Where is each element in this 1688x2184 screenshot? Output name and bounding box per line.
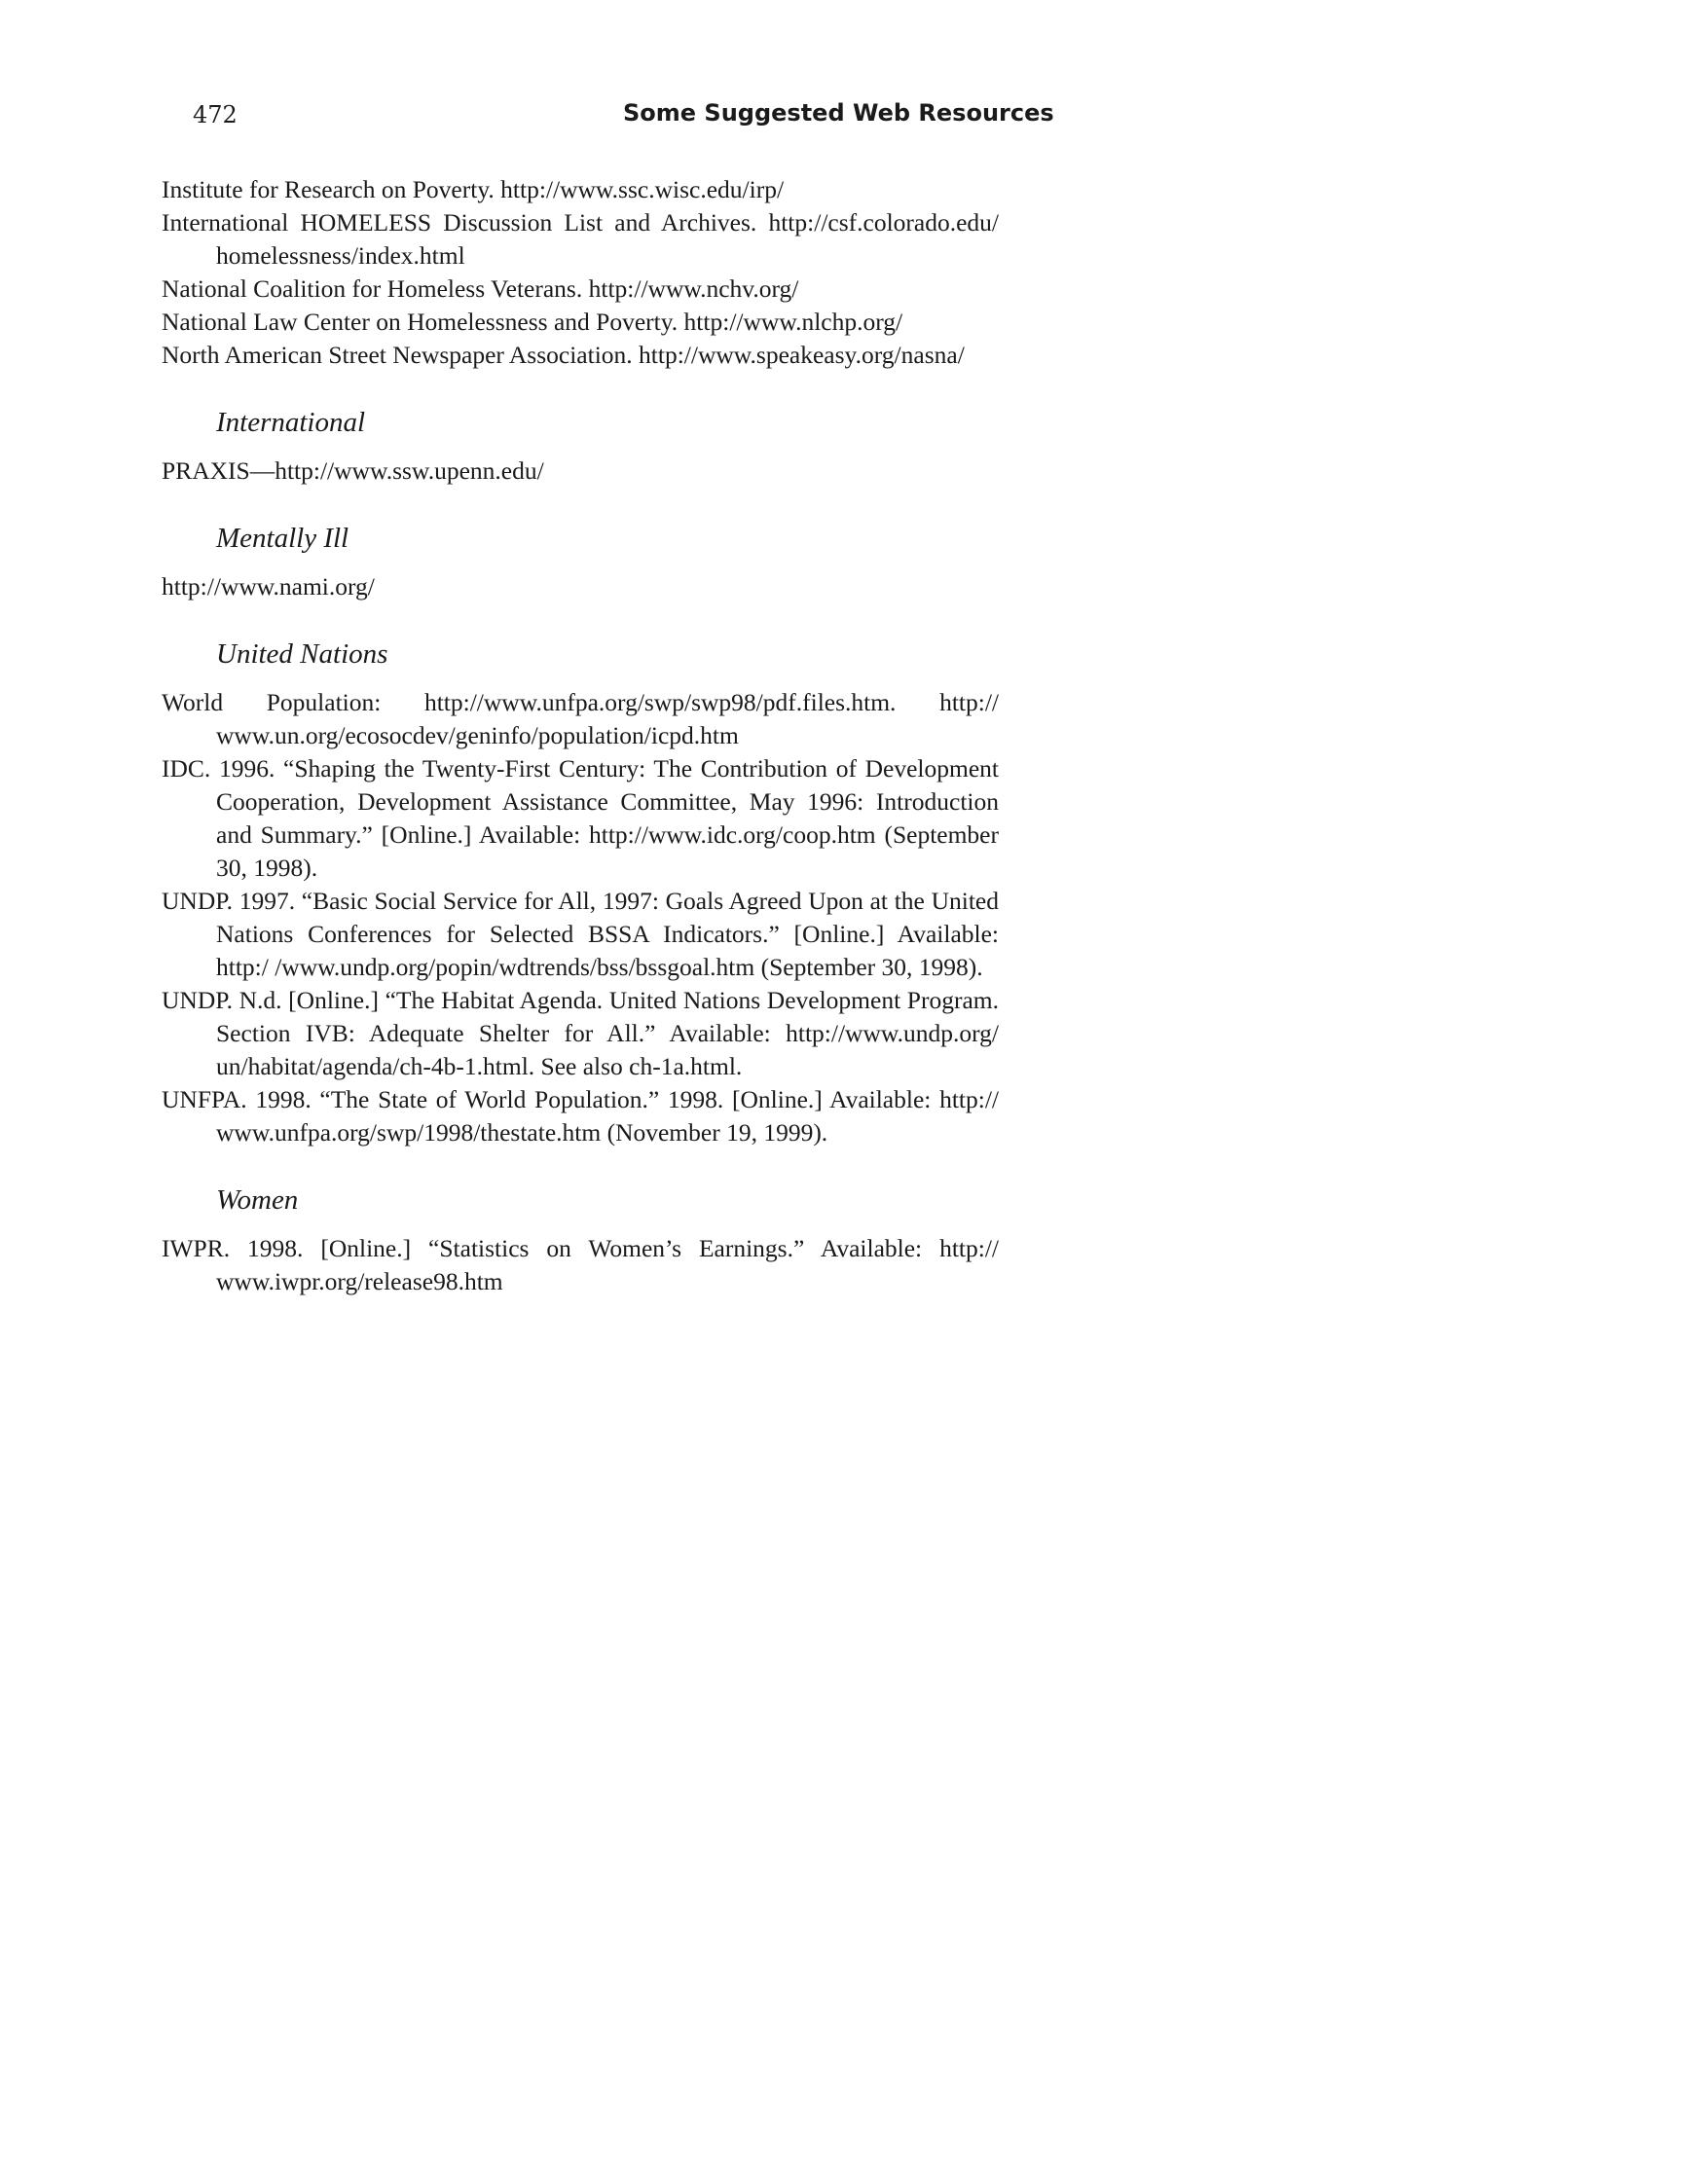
list-item: National Coalition for Homeless Veterans. http://www.nchv.org/ xyxy=(162,274,799,303)
list-item: PRAXIS—http://www.ssw.upenn.edu/ xyxy=(162,456,544,485)
running-head: Some Suggested Web Resources xyxy=(623,99,1054,127)
section-heading-united-nations: United Nations xyxy=(216,638,388,670)
list-item: UNFPA. 1998. “The State of World Population.” 1998. [Online.] Available: http:// www.unfpa.org/swp/1998/thestate.htm (November 19, 1999). xyxy=(162,1085,999,1147)
list-item: National Law Center on Homelessness and Poverty. http://www.nlchp.org/ xyxy=(162,308,903,336)
list-item: North American Street Newspaper Association. http://www.speakeasy.org/nasna/ xyxy=(162,341,965,369)
list-item: IWPR. 1998. [Online.] “Statistics on Women’s Earnings.” Available: http:// www.iwpr.org/release98.htm xyxy=(162,1234,999,1295)
resource-list xyxy=(162,173,999,1298)
section-heading-women: Women xyxy=(216,1184,299,1216)
list-item: UNDP. 1997. “Basic Social Service for All, 1997: Goals Agreed Upon at the United Nations Conferences for Selected BSSA Indicators.” [Online.] Available: http:/ /www.undp.org/popin/wdtrends/bss/bssgoal.htm (September 30, 1998). xyxy=(162,887,999,981)
section-heading-international: International xyxy=(216,407,366,438)
list-item: http://www.nami.org/ xyxy=(162,572,375,601)
list-item: World Population: http://www.unfpa.org/swp/swp98/pdf.files.htm. http:// www.un.org/ecosocdev/geninfo/population/icpd.htm xyxy=(162,688,999,749)
section-heading-mentally-ill: Mentally Ill xyxy=(216,523,349,554)
list-item: UNDP. N.d. [Online.] “The Habitat Agenda. United Nations Development Program. Section IVB: Adequate Shelter for All.” Available: http://www.undp.org/ un/habitat/agenda/ch-4b-1.html. See also ch-1a.html. xyxy=(162,986,999,1080)
page-number: 472 xyxy=(193,101,238,128)
list-item: International HOMELESS Discussion List and Archives. http://csf.colorado.edu/ homelessness/index.html xyxy=(162,208,999,270)
list-item: IDC. 1996. “Shaping the Twenty-First Century: The Contribution of Development Cooperation, Development Assistance Committee, May 1996: Introduction and Summary.” [Online.] Available: http://www.idc.org/coop.htm (September 30, 1998). xyxy=(162,754,999,882)
list-item: Institute for Research on Poverty. http://www.ssc.wisc.edu/irp/ xyxy=(162,175,785,203)
